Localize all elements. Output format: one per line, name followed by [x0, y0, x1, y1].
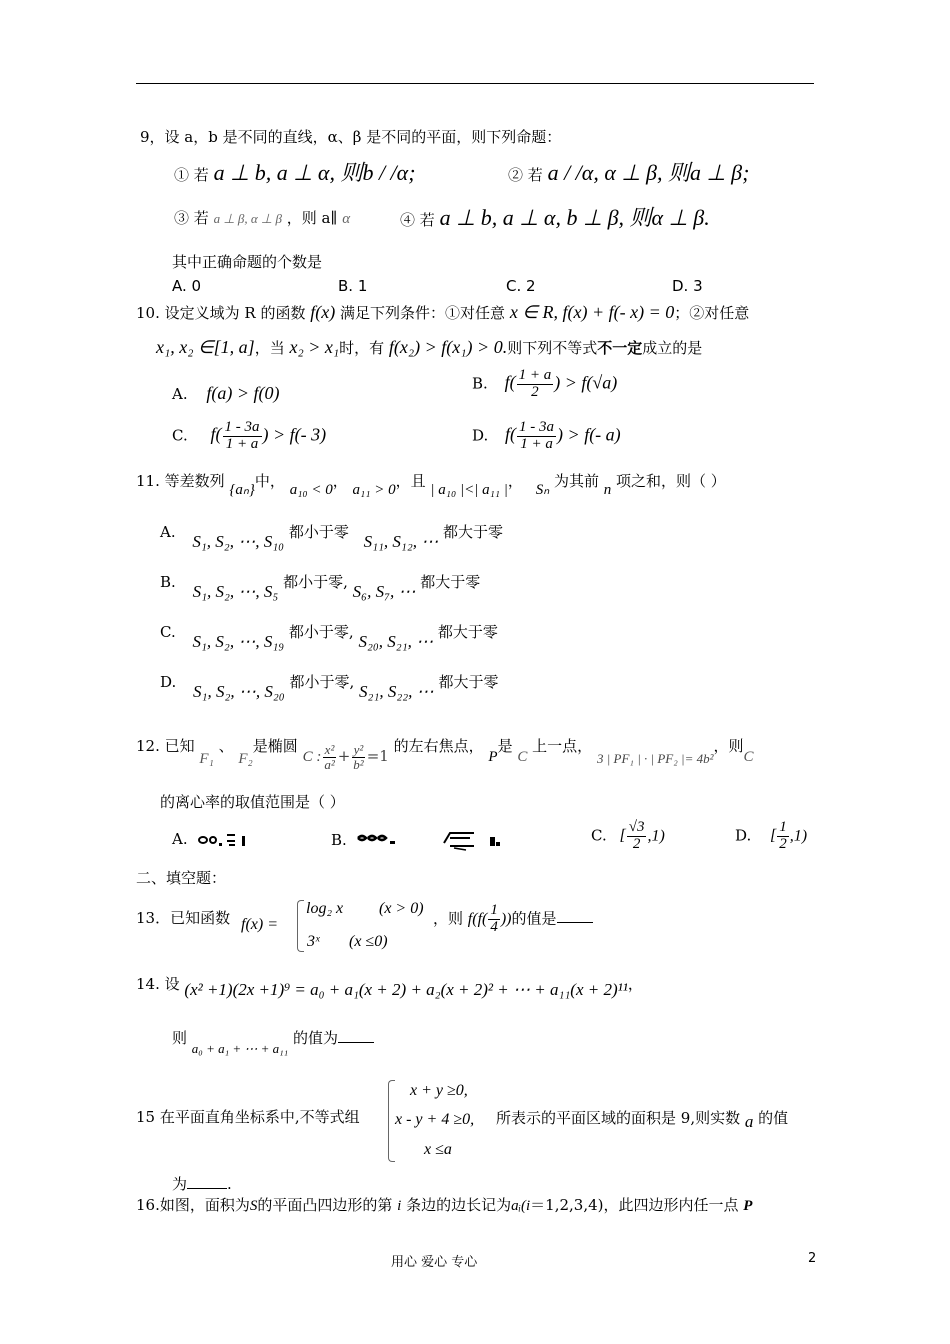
numerator: y²	[353, 742, 364, 757]
option-text: 都小于零,	[288, 623, 354, 641]
fraction	[777, 820, 789, 853]
q11-text: 为其前	[553, 472, 599, 490]
q10-condition-1: x ∈ R, f(x) + f(- x) = 0	[509, 302, 675, 322]
denominator: 2	[632, 835, 641, 852]
fraction	[351, 743, 365, 771]
q13-cond-1: (x > 0)	[379, 900, 424, 917]
q14-text: 的值为	[292, 1029, 338, 1047]
numerator: x²	[324, 742, 335, 757]
option-label: D.	[735, 826, 752, 845]
option-expr: f(	[210, 424, 222, 445]
q15-line-2	[172, 1174, 232, 1193]
q10-text: 则下列不等式	[507, 339, 598, 357]
q10-option-b	[472, 368, 617, 401]
section-2-heading: 二、填空题：	[136, 869, 227, 887]
q12-text: 是椭圆	[252, 737, 298, 756]
q11-sum-symbol: Sₙ	[535, 482, 550, 498]
q14-expansion: (x² +1)(2x +1)⁹ = a₀ + a₁(x + 2) + a₂(x + 2)² + ⋯ + a₁₁(x + 2)¹¹	[184, 980, 628, 999]
q10-line-1	[136, 302, 749, 324]
q9-premise-3-expr: a ⊥ β, α ⊥ β	[213, 211, 282, 226]
illegible-option-graphic	[192, 832, 262, 848]
option-label: C.	[591, 826, 607, 845]
option-label: B.	[472, 374, 488, 393]
answer-blank[interactable]	[557, 908, 593, 923]
q13-case-2: 3ˣ	[307, 933, 320, 950]
q10-function: f(x)	[310, 302, 336, 322]
q15-text: 的值	[758, 1109, 789, 1127]
q10-text: 成立的是	[642, 339, 703, 357]
q15-intro: 15 在平面直角坐标系中,不等式组	[136, 1108, 360, 1126]
option-expr: [	[619, 827, 626, 845]
q12-stem	[136, 733, 754, 772]
q11-cond-2: a₁₁ > 0	[352, 482, 396, 498]
denominator: b²	[353, 756, 364, 772]
q11-text: 中，	[254, 472, 285, 490]
q9-count-question: 其中正确命题的个数是	[172, 253, 323, 271]
option-seq-1: S₁, S₂, ⋯, S₂₀	[193, 682, 285, 701]
header-rule	[136, 83, 814, 84]
q9-option-d: D. 3	[672, 277, 703, 295]
option-label: B.	[331, 831, 347, 849]
q16-index: i	[397, 1198, 402, 1214]
option-label: D.	[160, 673, 177, 691]
q13-tail	[433, 903, 593, 936]
q10-condition-2: f(x₂) > f(x₁) > 0.	[388, 337, 508, 357]
q11-text: 11. 等差数列	[136, 472, 225, 490]
option-seq-1: S₁, S₂, ⋯, S₁₀	[192, 532, 285, 551]
q16-text: 16.如图，面积为	[136, 1196, 250, 1214]
q13-case-1: log₂ x	[306, 900, 344, 917]
denominator: 2	[531, 383, 539, 400]
q10-order: x₂ > x₁	[289, 337, 340, 357]
q15-row-1: x + y ≥0,	[410, 1082, 468, 1099]
q9-premise-4-mark: ④ 若	[400, 211, 435, 229]
q12-option-d	[735, 820, 807, 853]
option-label: A.	[172, 830, 188, 848]
numerator: 1	[490, 902, 498, 918]
option-seq-2: S₂₁, S₂₂, ⋯	[359, 682, 434, 701]
option-text: 都大于零	[438, 673, 499, 691]
option-expr: ) > f(√a)	[554, 372, 618, 393]
q9-premise-3	[174, 209, 350, 228]
q13-intro: 13．已知函数	[136, 909, 231, 927]
q10-line-2	[156, 337, 702, 359]
q14-text: 则	[172, 1029, 188, 1047]
option-expr: [	[770, 827, 777, 845]
q11-option-d	[160, 672, 499, 701]
page-number: 2	[808, 1251, 817, 1266]
q12-text: 上一点，	[532, 737, 593, 756]
option-expr: f(	[504, 372, 516, 393]
numerator: √3	[628, 819, 645, 835]
fraction	[517, 420, 556, 453]
q9-option-a: A. 0	[172, 277, 202, 295]
q11-stem	[136, 472, 726, 498]
option-expr: ,1)	[647, 827, 665, 845]
q16-area: S	[249, 1198, 258, 1214]
q12-text: ，则	[713, 737, 744, 756]
footer-motto: 用心 爱心 专心	[391, 1255, 478, 1270]
q15-brace	[388, 1080, 395, 1162]
option-text: 都大于零	[420, 573, 481, 591]
q12-line-2: 的离心率的取值范围是（ ）	[160, 793, 345, 811]
q13-expr: ))	[500, 910, 512, 928]
option-expr: ,1)	[789, 827, 808, 845]
option-text: 都小于零,	[283, 573, 348, 591]
denominator: 1 + a	[225, 435, 259, 452]
q13-text: 的值是	[511, 909, 557, 928]
answer-blank[interactable]	[338, 1028, 374, 1043]
option-seq-2: S₁₁, S₁₂, ⋯	[363, 532, 439, 551]
fraction	[488, 903, 500, 936]
q10-text: 时，有	[339, 339, 385, 357]
q12-option-a	[172, 830, 262, 848]
option-text: 都大于零	[443, 523, 504, 541]
q14-sum: a₀ + a₁ + ⋯ + a₁₁	[191, 1041, 289, 1056]
q11-sequence: {aₙ}	[229, 482, 255, 498]
q9-premise-3-mark: ③ 若	[174, 209, 209, 227]
q11-text: ，	[507, 472, 523, 490]
q16-text: 的平面凸四边形的第	[257, 1196, 393, 1214]
ellipse-label: C :	[302, 749, 322, 766]
denominator: 1 + a	[520, 435, 553, 452]
q11-text: ，	[332, 472, 348, 490]
q16-text: 条边的边长记为	[406, 1196, 512, 1214]
q12-condition: 3 | PF₁ | · | PF₂ |= 4b²	[596, 751, 714, 767]
q9-stem: 9，设 a，b 是不同的直线，α、β 是不同的平面，则下列命题：	[140, 128, 562, 146]
q16-side: aᵢ(i	[511, 1198, 531, 1214]
q13-text: ，则	[433, 909, 464, 928]
option-seq-1: S₁, S₂, ⋯, S₅	[192, 582, 279, 601]
q9-premise-1-mark: ① 若	[174, 166, 209, 184]
q14-text: 14. 设	[136, 975, 180, 993]
q12-point: P	[488, 749, 498, 766]
q10-option-d	[472, 420, 621, 453]
option-text: 都小于零	[288, 523, 349, 541]
q12-text: 是	[497, 737, 513, 756]
q11-option-c	[160, 622, 498, 651]
answer-blank[interactable]	[187, 1174, 227, 1189]
q10-emphasis: 不一定	[597, 339, 643, 357]
fraction	[627, 820, 647, 853]
q15-variable: a	[744, 1112, 754, 1131]
q12-text: 的左右焦点，	[393, 737, 484, 756]
q10-text: 10. 设定义域为 R 的函数	[136, 304, 306, 322]
fraction	[517, 368, 554, 401]
equals: =1	[366, 747, 389, 766]
q15-row-2: x - y + 4 ≥0,	[395, 1111, 475, 1128]
q13-expr: f(f(	[467, 910, 488, 928]
q11-text: ，且	[395, 472, 426, 490]
q12-option-b	[331, 830, 542, 852]
q16-point: P	[743, 1198, 753, 1214]
option-label: C.	[160, 623, 176, 641]
q11-n: n	[603, 482, 612, 498]
q9-premise-1-expr: a ⊥ b, a ⊥ α, 则b / /α;	[213, 160, 416, 185]
q14-line-2	[172, 1028, 374, 1056]
q9-premise-4-expr: a ⊥ b, a ⊥ α, b ⊥ β, 则α ⊥ β.	[439, 205, 710, 230]
q11-cond-1: a₁₀ < 0	[289, 482, 333, 498]
q11-option-b	[160, 572, 481, 601]
option-label: B.	[160, 573, 176, 591]
numerator: 1 + a	[518, 367, 552, 383]
q16-text: ＝1,2,3,4)，此四边形内任一点	[530, 1196, 739, 1214]
q15-row-3: x ≤a	[424, 1141, 452, 1158]
q15-text: 所表示的平面区域的面积是 9,则实数	[496, 1109, 741, 1127]
q13-cond-2: (x ≤0)	[349, 933, 388, 950]
q12-ellipse	[302, 742, 389, 772]
q15-text: 为	[172, 1175, 188, 1193]
q14-line-1	[136, 974, 643, 999]
q10-option-c	[172, 420, 326, 453]
q15-text: .	[227, 1175, 232, 1193]
denominator: a²	[324, 756, 335, 772]
q12-focus-2: F₂	[238, 751, 253, 768]
q10-interval: x₁, x₂ ∈[1, a]	[156, 337, 255, 357]
fraction	[223, 420, 262, 453]
q15-tail	[496, 1108, 789, 1131]
numerator: 1	[779, 819, 787, 835]
plus: +	[337, 747, 351, 766]
q9-premise-1	[174, 160, 416, 186]
q13-fx: f(x) =	[241, 916, 278, 933]
q12-focus-1: F₁	[199, 751, 214, 768]
illegible-option-graphic	[352, 830, 542, 852]
option-text: 都小于零,	[289, 673, 355, 691]
q12-option-c	[591, 820, 665, 853]
q12-curve: C	[517, 749, 528, 766]
option-expr: f(a) > f(0)	[206, 383, 280, 403]
option-text: 都大于零	[437, 623, 498, 641]
q16-line-1	[136, 1196, 752, 1215]
denominator: 4	[490, 918, 498, 935]
q9-option-b: B. 1	[338, 277, 368, 295]
q10-option-a	[172, 383, 280, 405]
option-expr: ) > f(- a)	[557, 424, 621, 445]
q9-premise-3-end: α	[342, 211, 351, 227]
option-label: D.	[472, 426, 489, 445]
q11-cond-3: | a₁₀ |<| a₁₁ |	[430, 482, 508, 498]
q10-text: ，当	[254, 339, 285, 357]
q9-premise-2-expr: a / /α, α ⊥ β, 则a ⊥ β;	[547, 160, 750, 185]
q9-premise-3-then: ，则 a∥	[286, 209, 338, 227]
q9-premise-4	[400, 205, 710, 231]
option-seq-2: S₆, S₇, ⋯	[352, 582, 416, 601]
q12-text: 12. 已知	[136, 737, 195, 756]
option-seq-2: S₂₀, S₂₁, ⋯	[358, 632, 434, 651]
q10-text: 满足下列条件：①对任意	[340, 304, 506, 322]
q12-text: 、	[218, 737, 234, 756]
q12-curve: C	[743, 749, 754, 766]
q14-text: ，	[627, 975, 643, 993]
option-label: A.	[160, 523, 176, 541]
fraction	[322, 743, 336, 771]
option-seq-1: S₁, S₂, ⋯, S₁₉	[192, 632, 285, 651]
q9-option-c: C. 2	[506, 277, 536, 295]
q10-text: ；②对任意	[674, 304, 750, 322]
q11-text: 项之和，则（ ）	[616, 472, 726, 490]
option-expr: ) > f(- 3)	[262, 424, 327, 445]
numerator: 1 - 3a	[224, 419, 260, 435]
q9-premise-2	[508, 160, 749, 186]
q9-premise-2-mark: ② 若	[508, 166, 543, 184]
denominator: 2	[779, 835, 787, 852]
q11-option-a	[160, 522, 504, 551]
option-expr: f(	[505, 424, 517, 445]
option-label: A.	[172, 385, 188, 403]
option-label: C.	[172, 426, 188, 445]
q13-brace	[297, 900, 304, 952]
numerator: 1 - 3a	[519, 419, 555, 435]
